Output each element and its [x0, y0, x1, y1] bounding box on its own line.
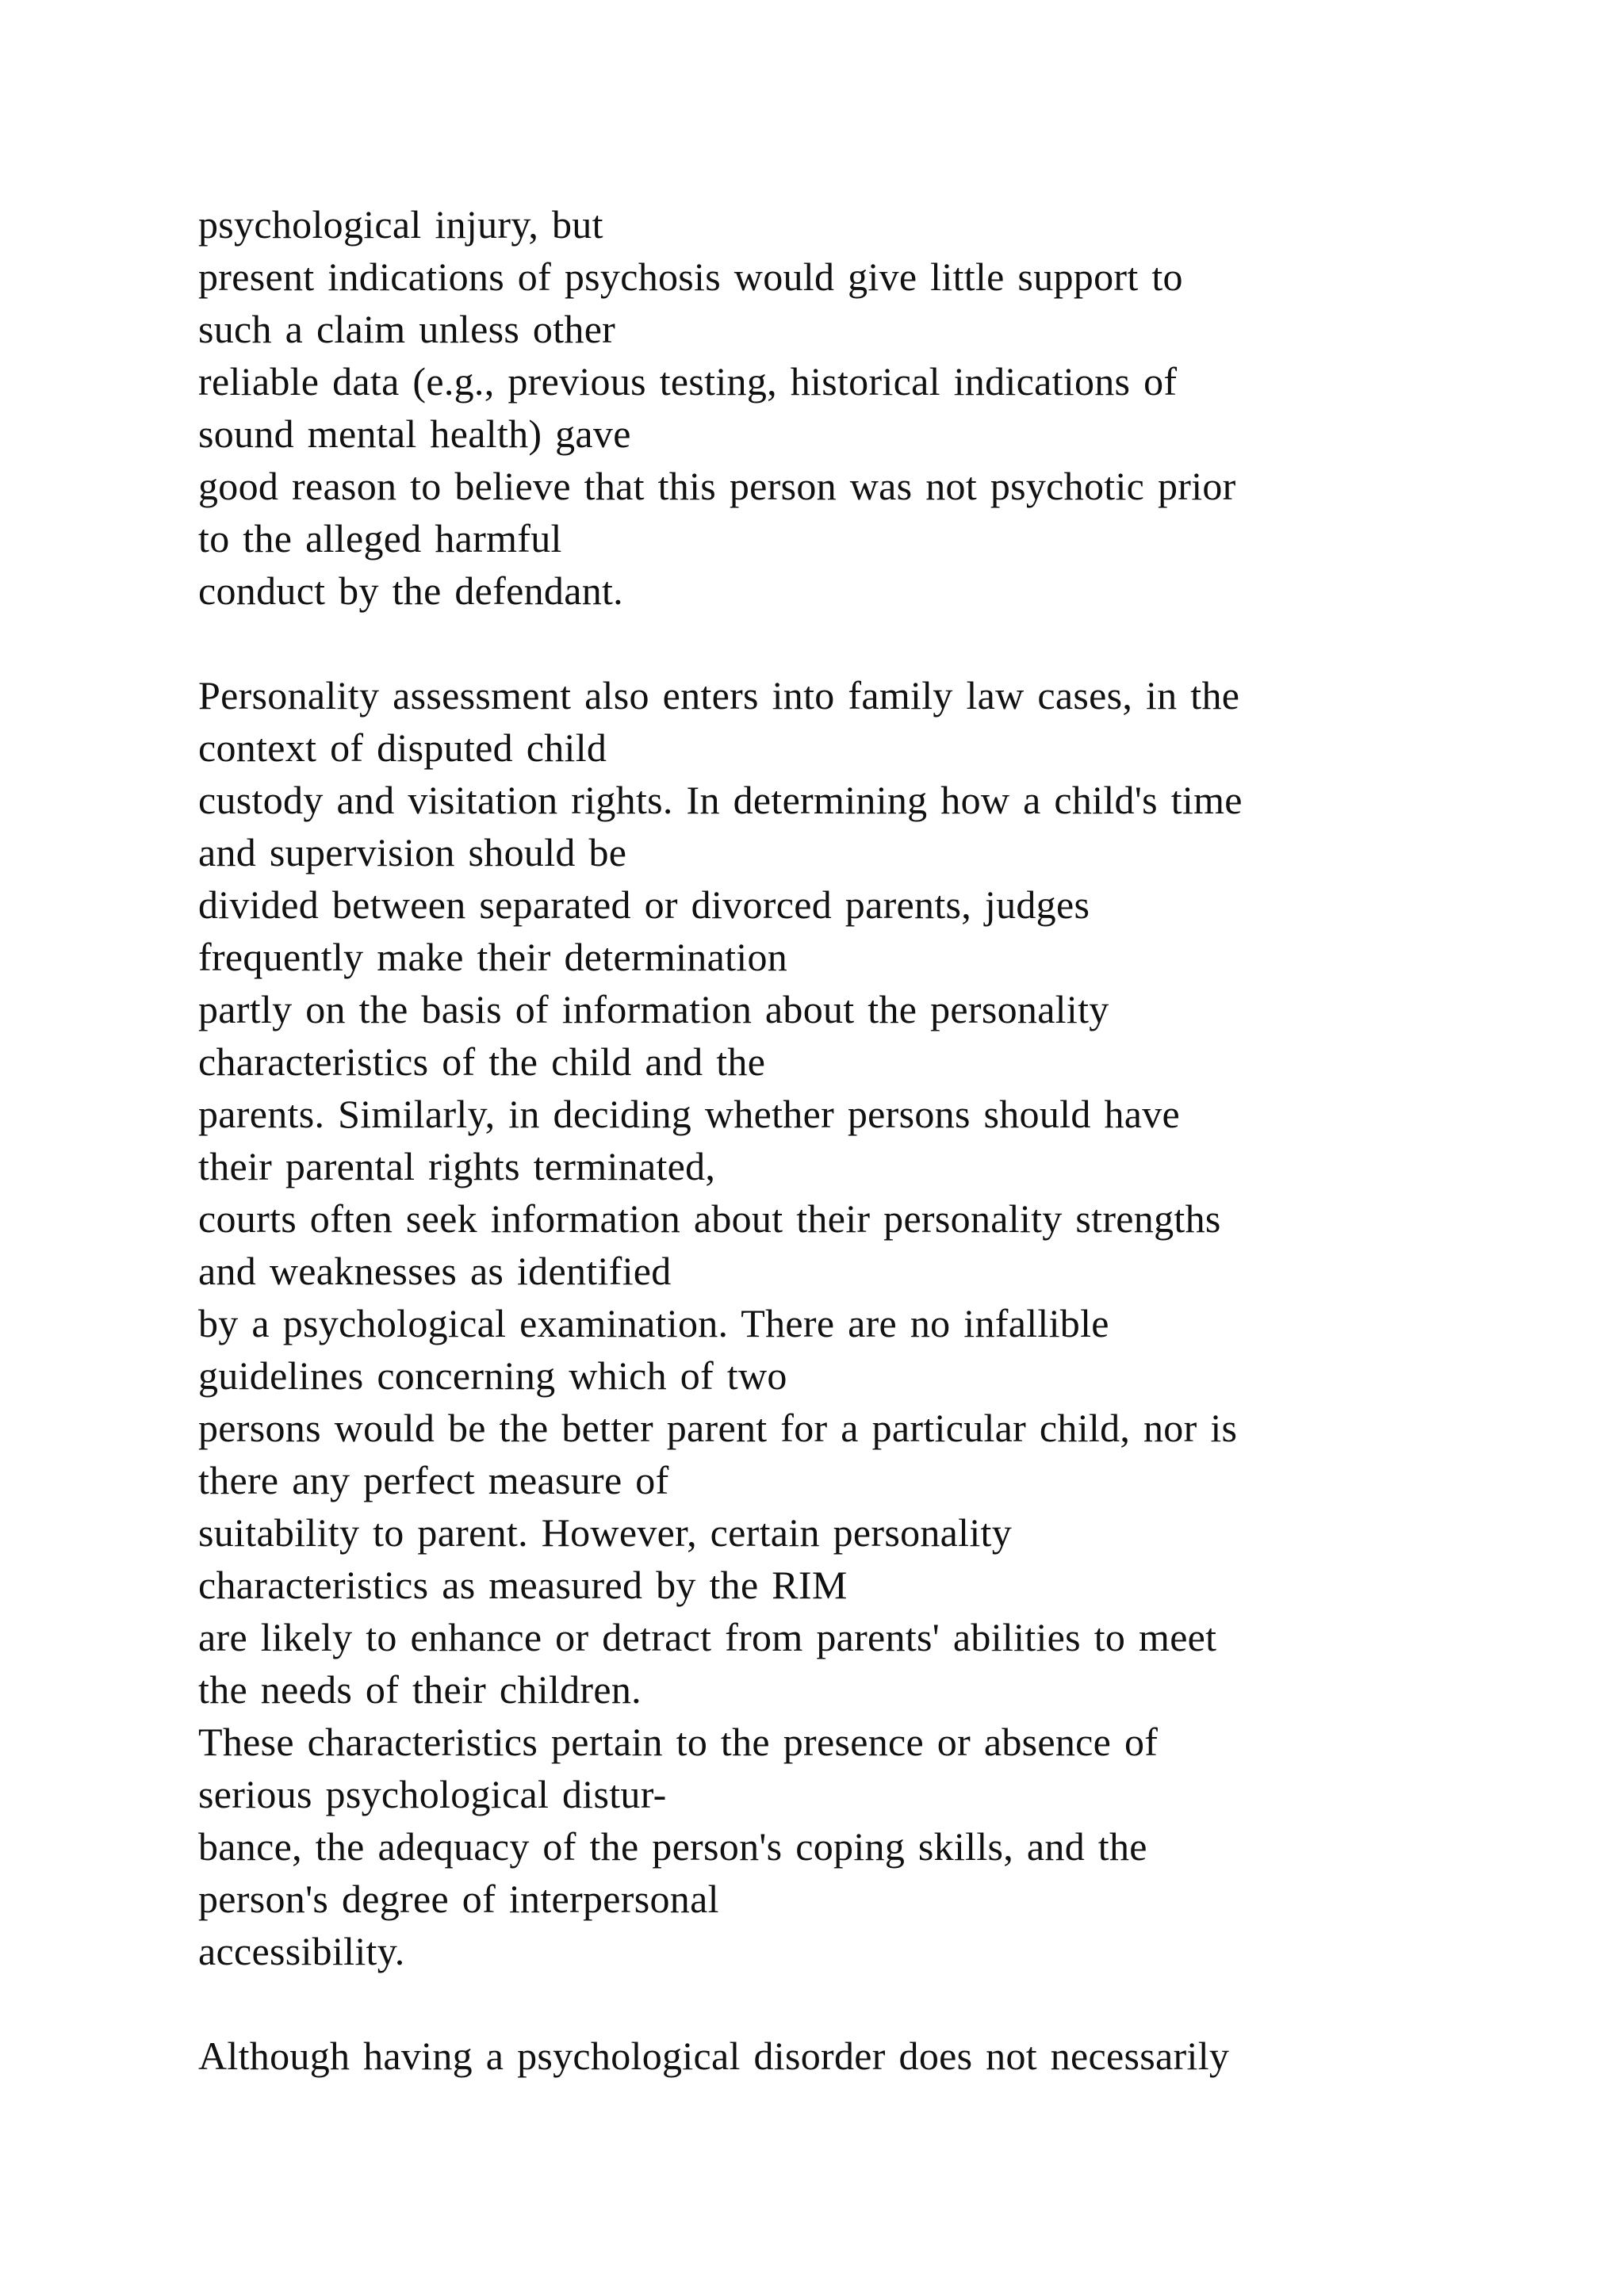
text-line: good reason to believe that this person was not psychotic prior — [198, 464, 1236, 508]
text-line: characteristics of the child and the — [198, 1039, 766, 1084]
text-line: These characteristics pertain to the presence or absence of — [198, 1720, 1159, 1764]
text-line: serious psychological distur- — [198, 1772, 667, 1816]
text-line: Personality assessment also enters into family law cases, in the — [198, 673, 1240, 718]
text-line: persons would be the better parent for a particular child, nor is — [198, 1406, 1238, 1450]
text-line: characteristics as measured by the RIM — [198, 1563, 848, 1607]
text-line: sound mental health) gave — [198, 411, 631, 456]
text-line: frequently make their determination — [198, 935, 788, 979]
paragraph-break — [198, 617, 1483, 669]
text-line: there any perfect measure of — [198, 1458, 669, 1502]
text-line: partly on the basis of information about the personality — [198, 987, 1109, 1031]
text-line: psychological injury, but — [198, 202, 603, 247]
text-line: such a claim unless other — [198, 307, 616, 351]
text-line: guidelines concerning which of two — [198, 1353, 787, 1398]
text-line: their parental rights terminated, — [198, 1144, 716, 1188]
text-line: present indications of psychosis would give little support to — [198, 254, 1183, 299]
text-line: divided between separated or divorced parents, judges — [198, 882, 1090, 927]
text-line: bance, the adequacy of the person's coping skills, and the — [198, 1824, 1147, 1869]
text-line: suitability to parent. However, certain personality — [198, 1510, 1013, 1555]
text-line: courts often seek information about their personality strengths — [198, 1196, 1221, 1241]
text-line: context of disputed child — [198, 725, 607, 770]
document-body — [198, 198, 1483, 2082]
text-line: and supervision should be — [198, 830, 627, 874]
text-line: Although having a psychological disorder does not necessarily — [198, 2034, 1230, 2078]
text-line: conduct by the defendant. — [198, 568, 623, 613]
text-line: person's degree of interpersonal — [198, 1877, 719, 1921]
text-line: parents. Similarly, in deciding whether persons should have — [198, 1092, 1181, 1136]
text-line: the needs of their children. — [198, 1667, 642, 1712]
text-line: are likely to enhance or detract from parents' abilities to meet — [198, 1615, 1217, 1659]
paragraph-break — [198, 1977, 1483, 2030]
text-line: by a psychological examination. There are no infallible — [198, 1301, 1109, 1345]
text-line: accessibility. — [198, 1929, 405, 1973]
text-line: to the alleged harmful — [198, 516, 562, 561]
text-line: custody and visitation rights. In determining how a child's time — [198, 778, 1243, 822]
text-line: and weaknesses as identified — [198, 1249, 672, 1293]
text-line: reliable data (e.g., previous testing, historical indications of — [198, 359, 1178, 404]
